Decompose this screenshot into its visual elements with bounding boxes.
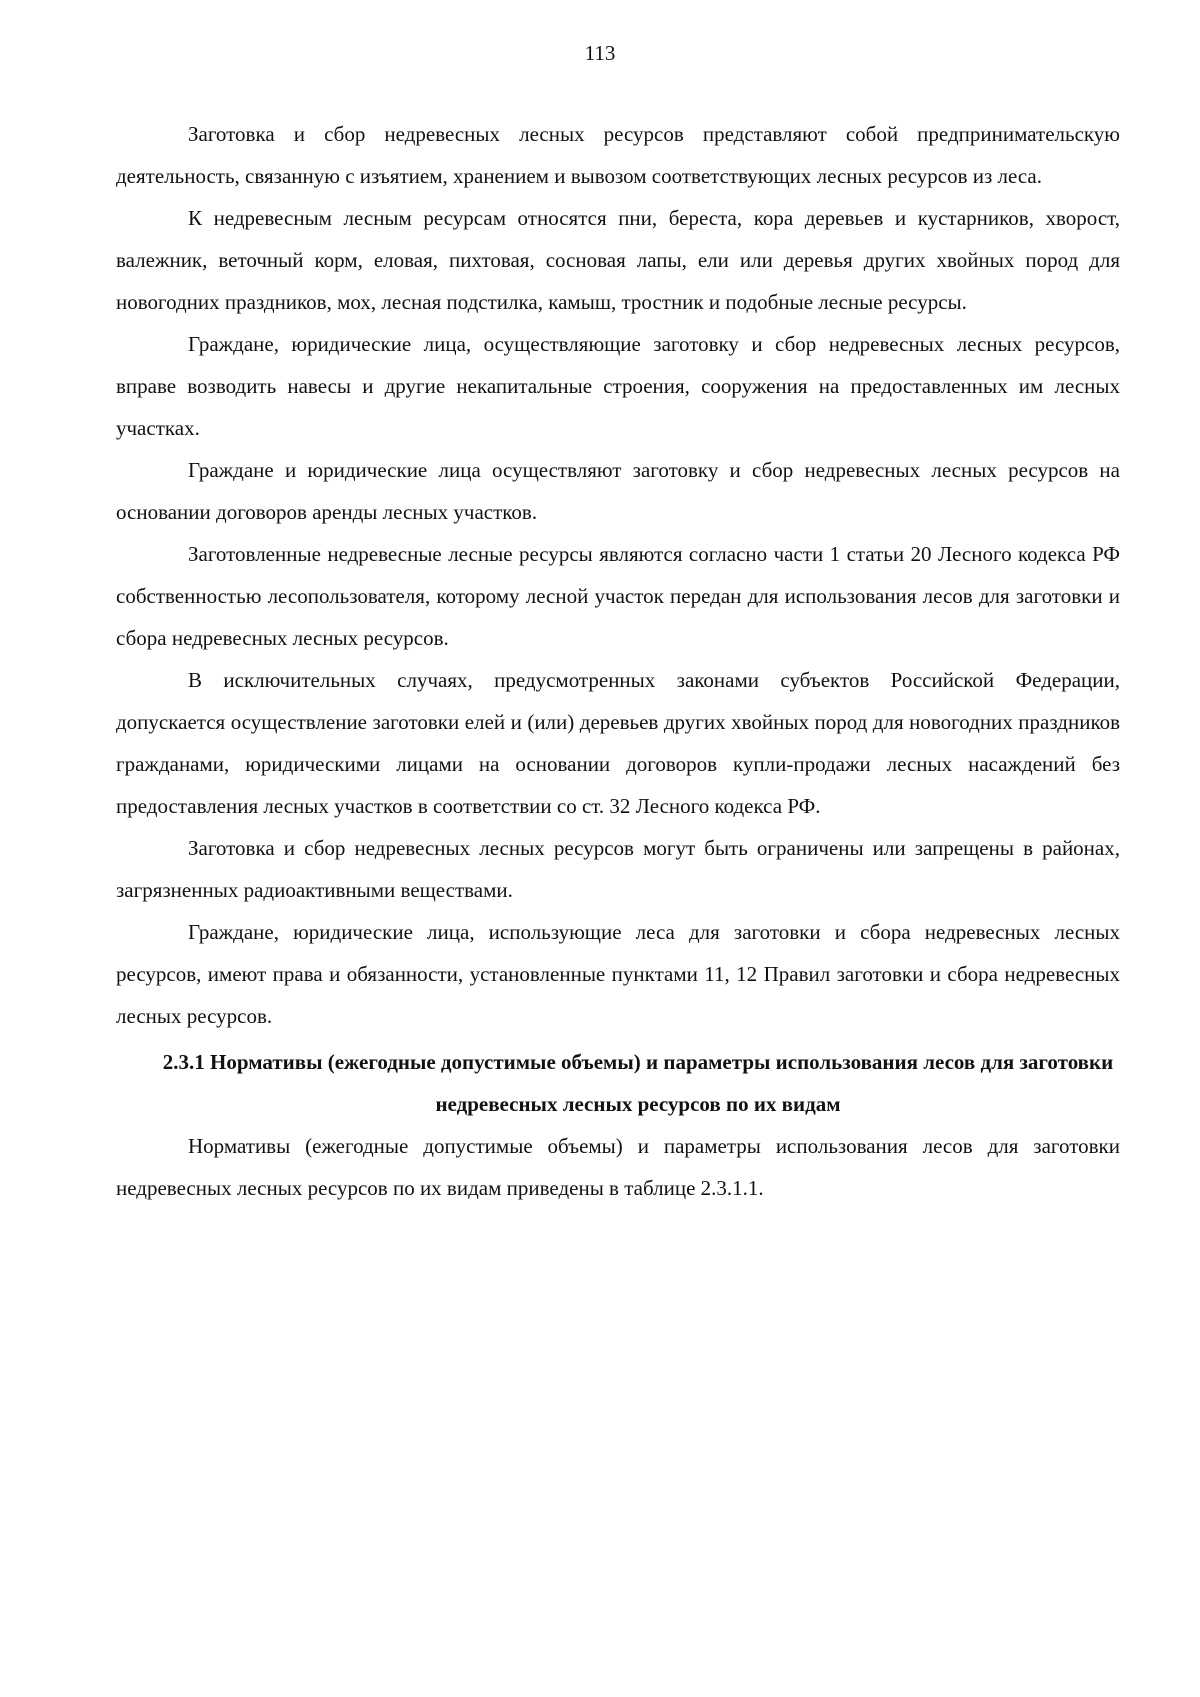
paragraph-6: В исключительных случаях, предусмотренных законами субъектов Российской Федерации, допускается осуществление заготовки елей и (или) деревьев других хвойных пород для новогодних праздников гражданами, юридическими лицами на основании договоров купли-продажи лесных насаждений без предоставления лесных участков в соответствии со ст. 32 Лесного кодекса РФ. xyxy=(116,668,1120,818)
paragraph-4: Граждане и юридические лица осуществляют заготовку и сбор недревесных лесных ресурсов на основании договоров аренды лесных участков. xyxy=(116,458,1120,524)
paragraph-8: Граждане, юридические лица, использующие леса для заготовки и сбора недревесных лесных ресурсов, имеют права и обязанности, установленные пунктами 11, 12 Правил заготовки и сбора недревесных лесных ресурсов. xyxy=(116,920,1120,1028)
paragraph-5: Заготовленные недревесные лесные ресурсы являются согласно части 1 статьи 20 Лесного кодекса РФ собственностью лесопользователя, которому лесной участок передан для использования лесов для заготовки и сбора недревесных лесных ресурсов. xyxy=(116,542,1120,650)
page-number: 113 xyxy=(584,41,616,65)
paragraph-2: К недревесным лесным ресурсам относятся пни, береста, кора деревьев и кустарников, хворост, валежник, веточный корм, еловая, пихтовая, сосновая лапы, ели или деревья других хвойных пород для новогодних праздников, мох, лесная подстилка, камыш, тростник и подобные лесные ресурсы. xyxy=(116,206,1120,314)
paragraph-3: Граждане, юридические лица, осуществляющие заготовку и сбор недревесных лесных ресурсов, вправе возводить навесы и другие некапитальные строения, сооружения на предоставленных им лесных участках. xyxy=(116,332,1120,440)
document-body xyxy=(116,113,1120,1209)
section-paragraph: Нормативы (ежегодные допустимые объемы) и параметры использования лесов для заготовки недревесных лесных ресурсов по их видам приведены в таблице 2.3.1.1. xyxy=(116,1134,1120,1200)
section-heading: 2.3.1 Нормативы (ежегодные допустимые объемы) и параметры использования лесов для заготовки недревесных лесных ресурсов по их видам xyxy=(162,1050,1114,1116)
paragraph-1: Заготовка и сбор недревесных лесных ресурсов представляют собой предпринимательскую деятельность, связанную с изъятием, хранением и вывозом соответствующих лесных ресурсов из леса. xyxy=(116,122,1120,188)
paragraph-7: Заготовка и сбор недревесных лесных ресурсов могут быть ограничены или запрещены в районах, загрязненных радиоактивными веществами. xyxy=(116,836,1120,902)
